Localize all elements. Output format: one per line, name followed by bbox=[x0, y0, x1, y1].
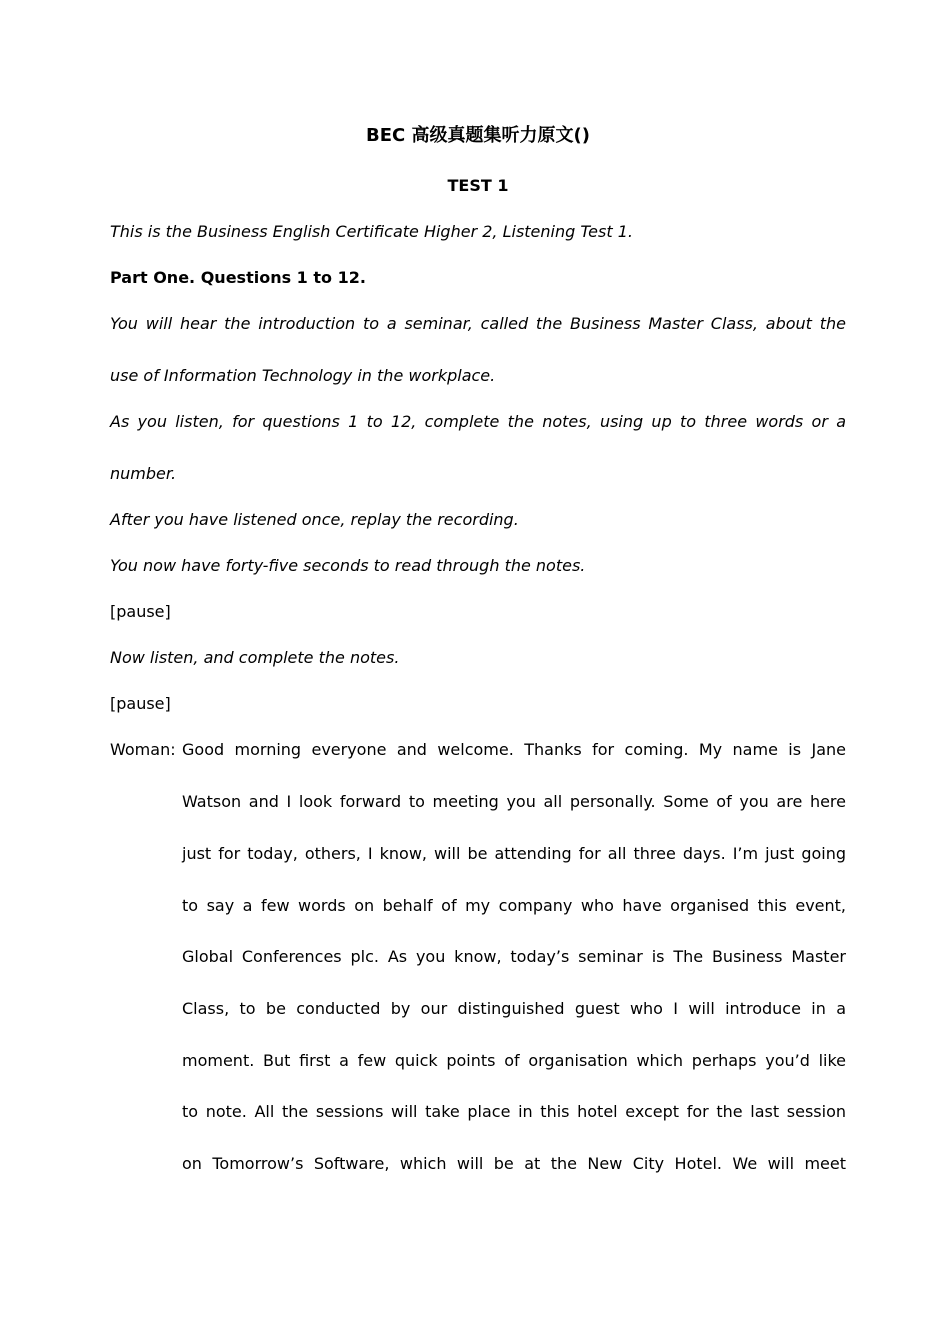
speech-line: to note. All the sessions will take place in this hotel except for the last session bbox=[182, 1102, 846, 1121]
document-title: BEC 高级真题集听力原文() bbox=[366, 125, 590, 146]
part-heading: Part One. Questions 1 to 12. bbox=[110, 268, 366, 287]
speech-line: Global Conferences plc. As you know, today’s seminar is The Business Master bbox=[182, 947, 846, 966]
pause-marker: [pause] bbox=[110, 602, 171, 621]
instruction-line: You will hear the introduction to a seminar, called the Business Master Class, about the bbox=[110, 314, 846, 333]
instruction-line: Now listen, and complete the notes. bbox=[110, 648, 400, 667]
speech-line: Class, to be conducted by our distinguished guest who I will introduce in a bbox=[182, 999, 846, 1018]
speech-line: on Tomorrow’s Software, which will be at the New City Hotel. We will meet bbox=[182, 1154, 846, 1173]
speech-line: just for today, others, I know, will be attending for all three days. I’m just going bbox=[182, 844, 846, 863]
instruction-line: use of Information Technology in the workplace. bbox=[110, 366, 496, 385]
pause-marker: [pause] bbox=[110, 694, 171, 713]
intro-text: This is the Business English Certificate Higher 2, Listening Test 1. bbox=[110, 222, 633, 241]
speech-line: Watson and I look forward to meeting you all personally. Some of you are here bbox=[182, 792, 846, 811]
speech-line: to say a few words on behalf of my company who have organised this event, bbox=[182, 896, 846, 915]
instruction-line: As you listen, for questions 1 to 12, complete the notes, using up to three words or a bbox=[110, 412, 846, 431]
instruction-line: After you have listened once, replay the recording. bbox=[110, 510, 519, 529]
instruction-line: You now have forty-five seconds to read through the notes. bbox=[110, 556, 586, 575]
instruction-line: number. bbox=[110, 464, 177, 483]
speech-line: moment. But first a few quick points of organisation which perhaps you’d like bbox=[182, 1051, 846, 1070]
speech-line: Good morning everyone and welcome. Thanks for coming. My name is Jane bbox=[182, 740, 846, 759]
speaker-label: Woman: bbox=[110, 740, 176, 759]
test-heading: TEST 1 bbox=[447, 176, 509, 195]
